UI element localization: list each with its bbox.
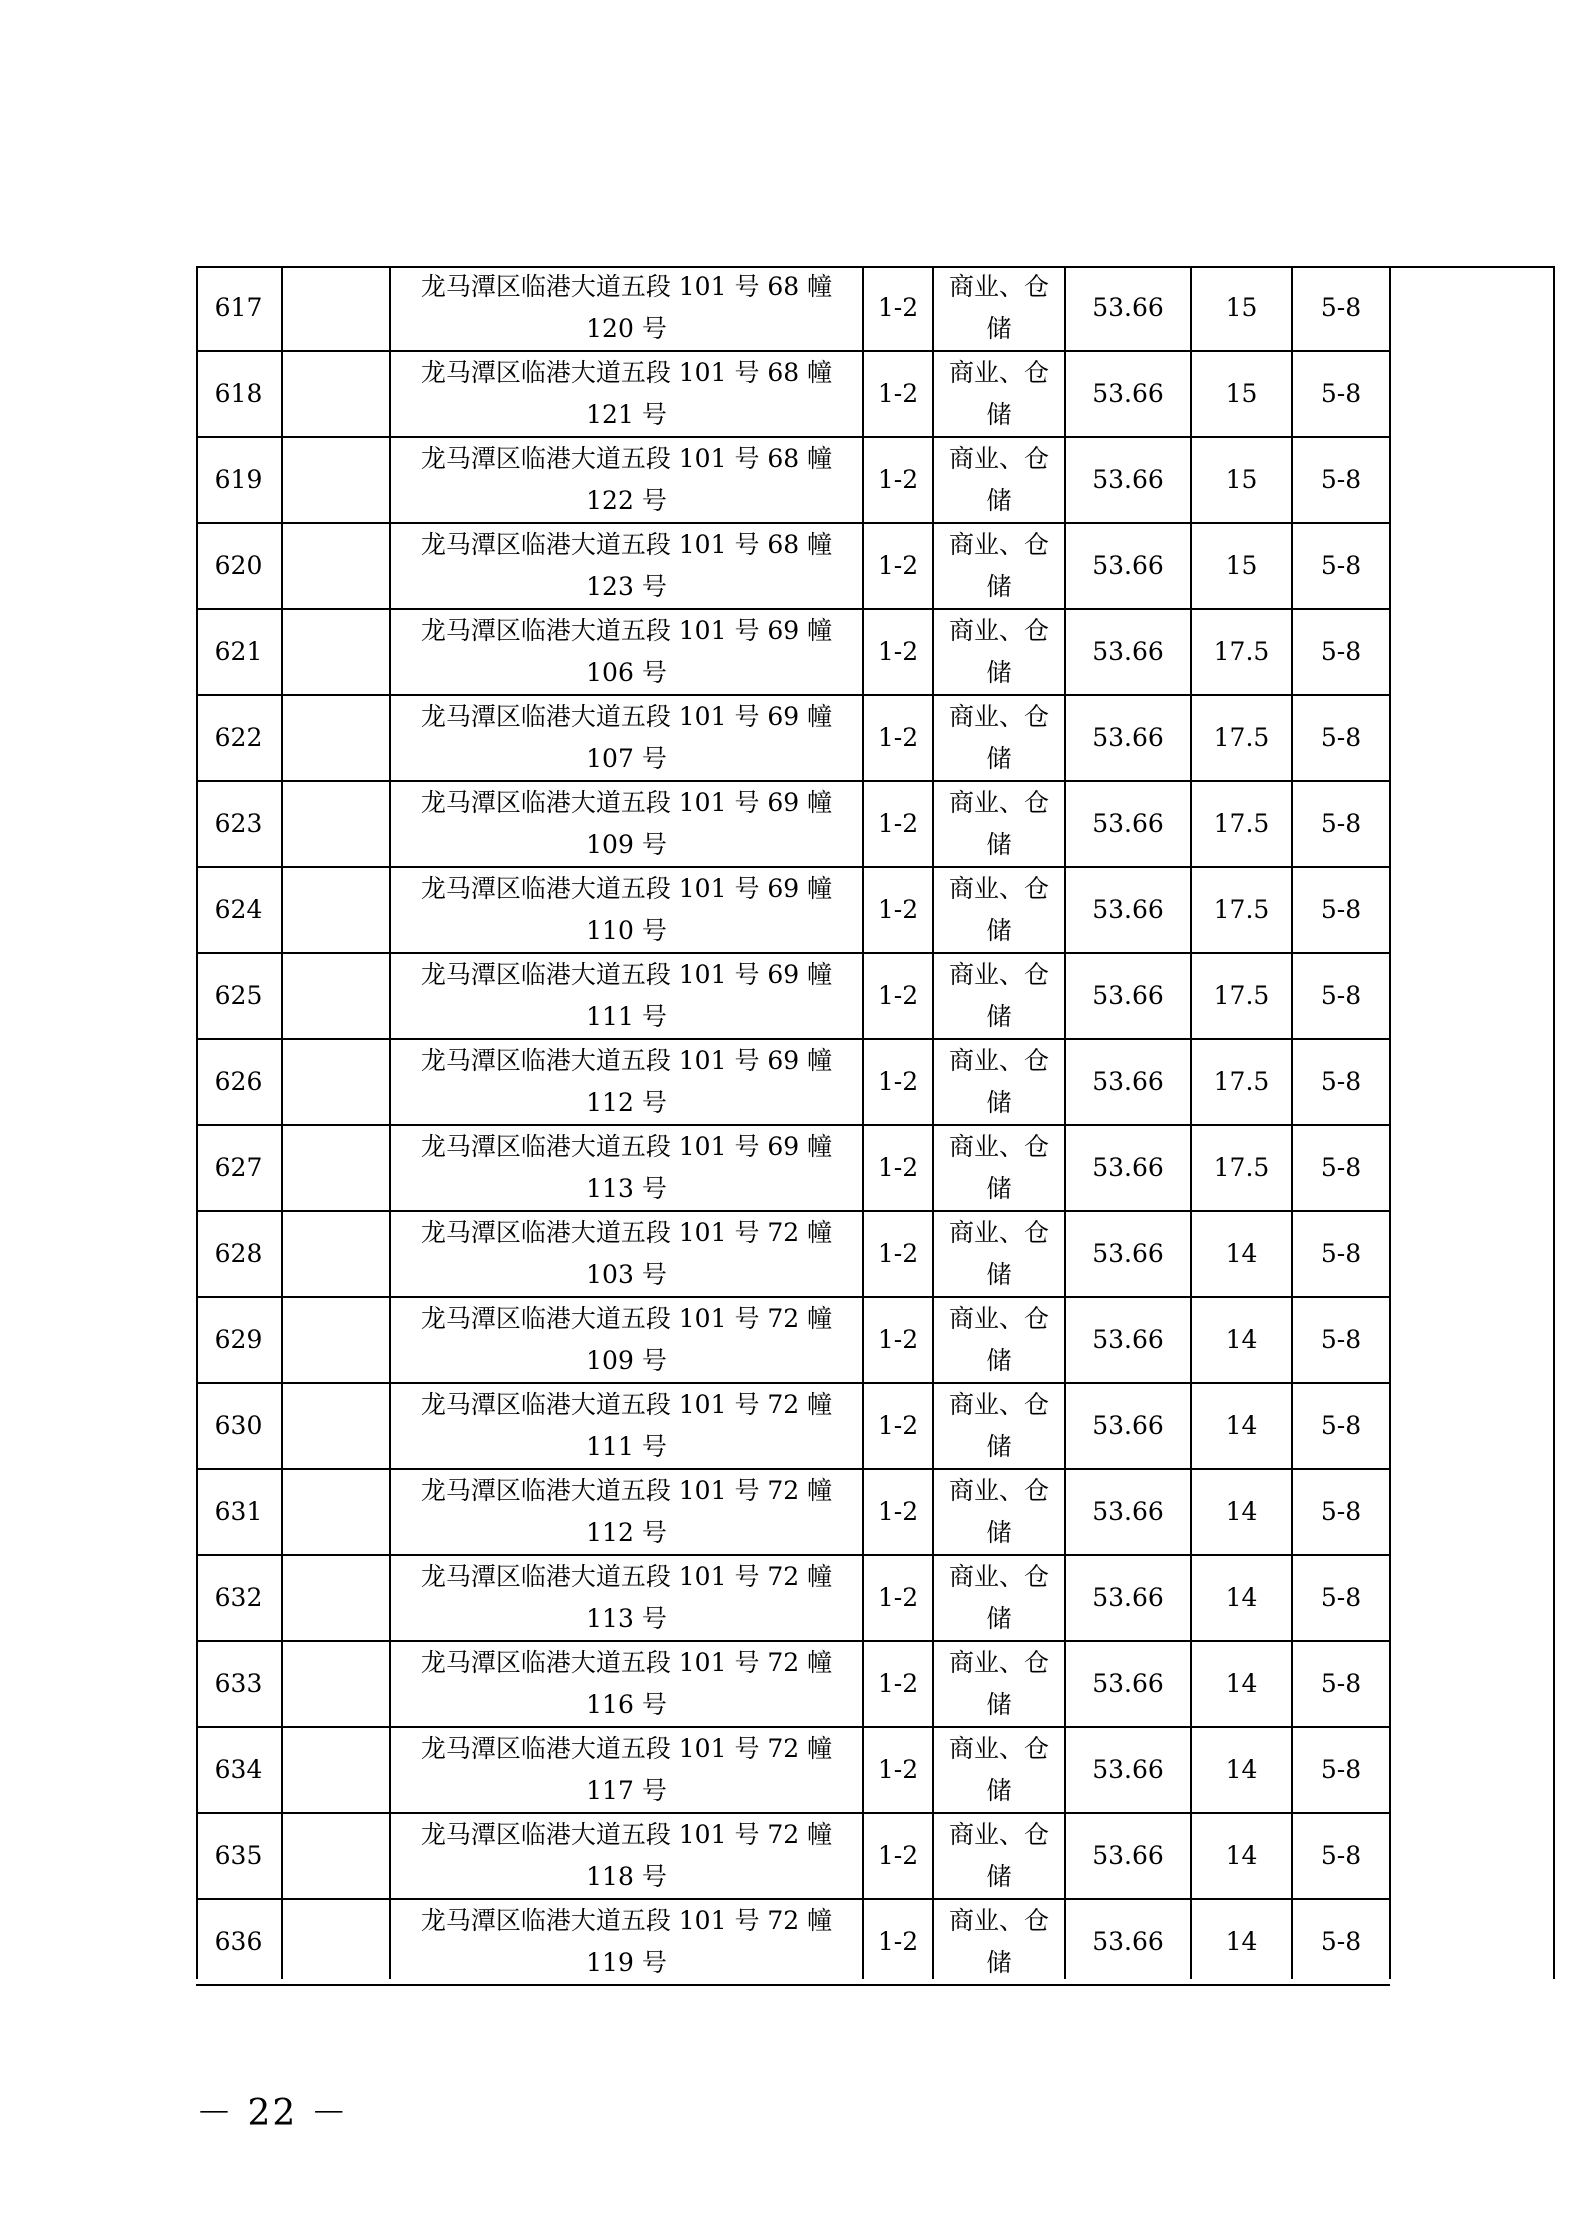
cell-address: 龙马潭区临港大道五段 101 号 72 幢 119 号 [420, 1906, 833, 1977]
col-divider [1190, 266, 1192, 1979]
cell-floor: 1-2 [877, 379, 919, 408]
cell-usage: 商业、仓储 [948, 874, 1049, 945]
col-divider [281, 266, 283, 1979]
cell-years: 5-8 [1320, 1583, 1362, 1612]
cell-price: 14 [1225, 1927, 1258, 1956]
cell-price: 14 [1225, 1411, 1258, 1440]
cell-area: 53.66 [1092, 379, 1164, 408]
cell-area: 53.66 [1092, 1153, 1164, 1182]
table-row [196, 266, 1390, 352]
cell-floor: 1-2 [877, 1497, 919, 1526]
cell-price: 17.5 [1213, 637, 1270, 666]
cell-address: 龙马潭区临港大道五段 101 号 69 幢 109 号 [420, 788, 833, 859]
cell-usage: 商业、仓储 [948, 272, 1049, 343]
cell-price: 14 [1225, 1583, 1258, 1612]
cell-number: 617 [214, 293, 263, 322]
table-row [196, 954, 1390, 1040]
cell-years: 5-8 [1320, 1067, 1362, 1096]
cell-area: 53.66 [1092, 1583, 1164, 1612]
cell-area: 53.66 [1092, 1755, 1164, 1784]
cell-area: 53.66 [1092, 1669, 1164, 1698]
cell-floor: 1-2 [877, 723, 919, 752]
cell-usage: 商业、仓储 [948, 1046, 1049, 1117]
cell-floor: 1-2 [877, 551, 919, 580]
cell-address: 龙马潭区临港大道五段 101 号 72 幢 112 号 [420, 1476, 833, 1547]
page-number: － 22 － [196, 2093, 349, 2134]
cell-floor: 1-2 [877, 1153, 919, 1182]
cell-price: 14 [1225, 1841, 1258, 1870]
table-row [196, 438, 1390, 524]
cell-usage: 商业、仓储 [948, 1734, 1049, 1805]
cell-area: 53.66 [1092, 723, 1164, 752]
cell-years: 5-8 [1320, 1497, 1362, 1526]
cell-years: 5-8 [1320, 465, 1362, 494]
cell-usage: 商业、仓储 [948, 1132, 1049, 1203]
cell-area: 53.66 [1092, 1841, 1164, 1870]
cell-price: 17.5 [1213, 1153, 1270, 1182]
cell-years: 5-8 [1320, 723, 1362, 752]
cell-address: 龙马潭区临港大道五段 101 号 69 幢 111 号 [420, 960, 833, 1031]
cell-area: 53.66 [1092, 1067, 1164, 1096]
cell-floor: 1-2 [877, 1411, 919, 1440]
col-divider [862, 266, 864, 1979]
col-divider [1064, 266, 1066, 1979]
col-divider [1291, 266, 1293, 1979]
cell-usage: 商业、仓储 [948, 1390, 1049, 1461]
cell-years: 5-8 [1320, 293, 1362, 322]
cell-address: 龙马潭区临港大道五段 101 号 72 幢 118 号 [420, 1820, 833, 1891]
cell-address: 龙马潭区临港大道五段 101 号 68 幢 120 号 [420, 272, 833, 343]
cell-address: 龙马潭区临港大道五段 101 号 69 幢 107 号 [420, 702, 833, 773]
cell-years: 5-8 [1320, 809, 1362, 838]
cell-area: 53.66 [1092, 1239, 1164, 1268]
cell-price: 15 [1225, 465, 1258, 494]
cell-years: 5-8 [1320, 1669, 1362, 1698]
cell-price: 15 [1225, 293, 1258, 322]
table-row [196, 1642, 1390, 1728]
cell-floor: 1-2 [877, 637, 919, 666]
cell-usage: 商业、仓储 [948, 1304, 1049, 1375]
cell-address: 龙马潭区临港大道五段 101 号 68 幢 122 号 [420, 444, 833, 515]
cell-usage: 商业、仓储 [948, 444, 1049, 515]
cell-usage: 商业、仓储 [948, 702, 1049, 773]
cell-area: 53.66 [1092, 895, 1164, 924]
cell-years: 5-8 [1320, 1153, 1362, 1182]
cell-number: 622 [214, 723, 263, 752]
cell-address: 龙马潭区临港大道五段 101 号 72 幢 113 号 [420, 1562, 833, 1633]
cell-floor: 1-2 [877, 809, 919, 838]
cell-area: 53.66 [1092, 809, 1164, 838]
cell-price: 14 [1225, 1325, 1258, 1354]
cell-years: 5-8 [1320, 895, 1362, 924]
cell-number: 630 [214, 1411, 263, 1440]
cell-address: 龙马潭区临港大道五段 101 号 69 幢 106 号 [420, 616, 833, 687]
cell-price: 17.5 [1213, 895, 1270, 924]
cell-number: 631 [214, 1497, 263, 1526]
cell-years: 5-8 [1320, 1755, 1362, 1784]
cell-number: 635 [214, 1841, 263, 1870]
cell-area: 53.66 [1092, 1497, 1164, 1526]
cell-area: 53.66 [1092, 465, 1164, 494]
cell-usage: 商业、仓储 [948, 1820, 1049, 1891]
cell-floor: 1-2 [877, 895, 919, 924]
cell-floor: 1-2 [877, 1841, 919, 1870]
cell-number: 623 [214, 809, 263, 838]
cell-years: 5-8 [1320, 637, 1362, 666]
cell-address: 龙马潭区临港大道五段 101 号 69 幢 113 号 [420, 1132, 833, 1203]
cell-address: 龙马潭区临港大道五段 101 号 72 幢 117 号 [420, 1734, 833, 1805]
table-row [196, 610, 1390, 696]
cell-years: 5-8 [1320, 1239, 1362, 1268]
cell-address: 龙马潭区临港大道五段 101 号 72 幢 103 号 [420, 1218, 833, 1289]
cell-area: 53.66 [1092, 293, 1164, 322]
cell-address: 龙马潭区临港大道五段 101 号 69 幢 110 号 [420, 874, 833, 945]
cell-floor: 1-2 [877, 293, 919, 322]
cell-area: 53.66 [1092, 1411, 1164, 1440]
cell-number: 636 [214, 1927, 263, 1956]
cell-floor: 1-2 [877, 1669, 919, 1698]
cell-years: 5-8 [1320, 551, 1362, 580]
cell-years: 5-8 [1320, 1927, 1362, 1956]
cell-address: 龙马潭区临港大道五段 101 号 72 幢 111 号 [420, 1390, 833, 1461]
cell-number: 628 [214, 1239, 263, 1268]
col-divider [1553, 266, 1555, 1979]
cell-price: 15 [1225, 551, 1258, 580]
cell-address: 龙马潭区临港大道五段 101 号 69 幢 112 号 [420, 1046, 833, 1117]
cell-number: 626 [214, 1067, 263, 1096]
cell-number: 629 [214, 1325, 263, 1354]
cell-floor: 1-2 [877, 1755, 919, 1784]
cell-floor: 1-2 [877, 1927, 919, 1956]
cell-area: 53.66 [1092, 551, 1164, 580]
cell-price: 17.5 [1213, 809, 1270, 838]
cell-number: 627 [214, 1153, 263, 1182]
cell-area: 53.66 [1092, 1325, 1164, 1354]
cell-usage: 商业、仓储 [948, 1562, 1049, 1633]
cell-price: 14 [1225, 1755, 1258, 1784]
cell-usage: 商业、仓储 [948, 788, 1049, 859]
cell-number: 625 [214, 981, 263, 1010]
cell-price: 14 [1225, 1497, 1258, 1526]
cell-price: 17.5 [1213, 981, 1270, 1010]
cell-floor: 1-2 [877, 981, 919, 1010]
cell-years: 5-8 [1320, 1841, 1362, 1870]
table-row [196, 1470, 1390, 1556]
cell-area: 53.66 [1092, 1927, 1164, 1956]
cell-address: 龙马潭区临港大道五段 101 号 72 幢 116 号 [420, 1648, 833, 1719]
col-divider [389, 266, 391, 1979]
cell-area: 53.66 [1092, 637, 1164, 666]
cell-number: 624 [214, 895, 263, 924]
cell-years: 5-8 [1320, 1411, 1362, 1440]
table-row [196, 868, 1390, 954]
cell-area: 53.66 [1092, 981, 1164, 1010]
table-row [196, 696, 1390, 782]
cell-price: 17.5 [1213, 723, 1270, 752]
cell-number: 634 [214, 1755, 263, 1784]
table-row [196, 1126, 1390, 1212]
cell-usage: 商业、仓储 [948, 530, 1049, 601]
table-row [196, 1298, 1390, 1384]
cell-address: 龙马潭区临港大道五段 101 号 68 幢 121 号 [420, 358, 833, 429]
col-divider [932, 266, 934, 1979]
cell-number: 633 [214, 1669, 263, 1698]
cell-price: 15 [1225, 379, 1258, 408]
table-row [196, 352, 1390, 438]
cell-usage: 商业、仓储 [948, 358, 1049, 429]
cell-address: 龙马潭区临港大道五段 101 号 72 幢 109 号 [420, 1304, 833, 1375]
cell-price: 14 [1225, 1239, 1258, 1268]
cell-number: 620 [214, 551, 263, 580]
cell-usage: 商业、仓储 [948, 1218, 1049, 1289]
table-row [196, 782, 1390, 868]
table-row [196, 1040, 1390, 1126]
cell-number: 632 [214, 1583, 263, 1612]
cell-floor: 1-2 [877, 465, 919, 494]
cell-usage: 商业、仓储 [948, 1476, 1049, 1547]
table-row [196, 1384, 1390, 1470]
cell-price: 14 [1225, 1669, 1258, 1698]
table-row [196, 1814, 1390, 1900]
cell-years: 5-8 [1320, 981, 1362, 1010]
table-row [196, 1728, 1390, 1814]
cell-years: 5-8 [1320, 379, 1362, 408]
cell-usage: 商业、仓储 [948, 960, 1049, 1031]
cell-years: 5-8 [1320, 1325, 1362, 1354]
cell-floor: 1-2 [877, 1325, 919, 1354]
cell-address: 龙马潭区临港大道五段 101 号 68 幢 123 号 [420, 530, 833, 601]
table-row [196, 1556, 1390, 1642]
cell-number: 619 [214, 465, 263, 494]
cell-usage: 商业、仓储 [948, 1906, 1049, 1977]
col-divider [1389, 266, 1391, 1979]
cell-number: 618 [214, 379, 263, 408]
col-divider [196, 266, 198, 1979]
table-row [196, 1900, 1390, 1986]
cell-floor: 1-2 [877, 1583, 919, 1612]
cell-usage: 商业、仓储 [948, 1648, 1049, 1719]
cell-price: 17.5 [1213, 1067, 1270, 1096]
table-row [196, 524, 1390, 610]
data-table [196, 266, 1555, 1979]
cell-number: 621 [214, 637, 263, 666]
cell-floor: 1-2 [877, 1239, 919, 1268]
table-row [196, 1212, 1390, 1298]
cell-usage: 商业、仓储 [948, 616, 1049, 687]
cell-floor: 1-2 [877, 1067, 919, 1096]
